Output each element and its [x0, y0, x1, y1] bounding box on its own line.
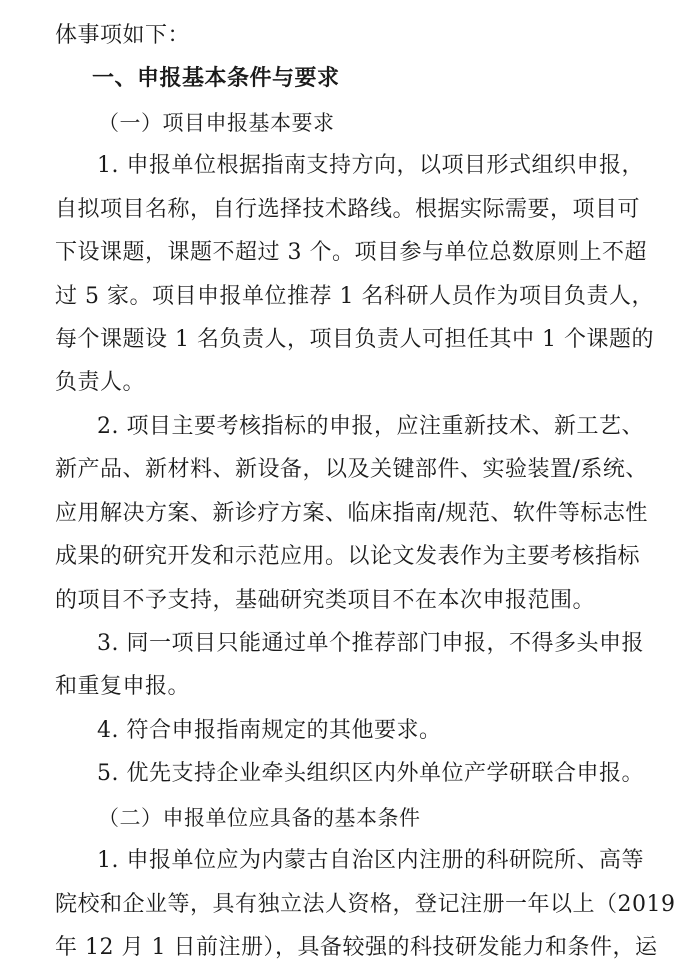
paragraph-1-line-3: 下设课题，课题不超过 3 个。项目参与单位总数原则上不超 — [55, 240, 647, 265]
section-heading-1: 一、申报基本条件与要求 — [92, 66, 340, 91]
paragraph-1-line-6: 负责人。 — [55, 370, 146, 395]
subsection-heading-2: （二）申报单位应具备的基本条件 — [98, 806, 421, 830]
paragraph-2-line-1: 2. 项目主要考核指标的申报，应注重新技术、新工艺、 — [97, 414, 644, 439]
paragraph-3-line-1: 3. 同一项目只能通过单个推荐部门申报，不得多头申报 — [97, 631, 644, 656]
paragraph-1-line-5: 每个课题设 1 名负责人，项目负责人可担任其中 1 个课题的 — [55, 327, 654, 352]
paragraph-2-line-4: 成果的研究开发和示范应用。以论文发表作为主要考核指标 — [55, 544, 641, 569]
paragraph-6-line-3: 年 12 月 1 日前注册），具备较强的科技研发能力和条件，运 — [55, 935, 658, 960]
text-line-continuation: 体事项如下： — [55, 23, 191, 48]
paragraph-1-line-1: 1. 申报单位根据指南支持方向，以项目形式组织申报， — [97, 153, 644, 178]
paragraph-5-line-1: 5. 优先支持企业牵头组织区内外单位产学研联合申报。 — [97, 761, 644, 786]
paragraph-2-line-2: 新产品、新材料、新设备，以及关键部件、实验装置/系统、 — [55, 457, 648, 482]
paragraph-1-line-4: 过 5 家。项目申报单位推荐 1 名科研人员作为项目负责人， — [55, 284, 654, 309]
paragraph-6-line-1: 1. 申报单位应为内蒙古自治区内注册的科研院所、高等 — [97, 848, 644, 873]
paragraph-3-line-2: 和重复申报。 — [55, 674, 191, 699]
paragraph-2-line-3: 应用解决方案、新诊疗方案、临床指南/规范、软件等标志性 — [55, 501, 648, 526]
subsection-heading-1: （一）项目申报基本要求 — [98, 111, 335, 135]
paragraph-2-line-5: 的项目不予支持，基础研究类项目不在本次申报范围。 — [55, 588, 596, 613]
paragraph-6-line-2: 院校和企业等，具有独立法人资格，登记注册一年以上（2019 — [55, 892, 676, 917]
paragraph-1-line-2: 自拟项目名称，自行选择技术路线。根据实际需要，项目可 — [55, 197, 641, 222]
paragraph-4-line-1: 4. 符合申报指南规定的其他要求。 — [97, 718, 442, 743]
